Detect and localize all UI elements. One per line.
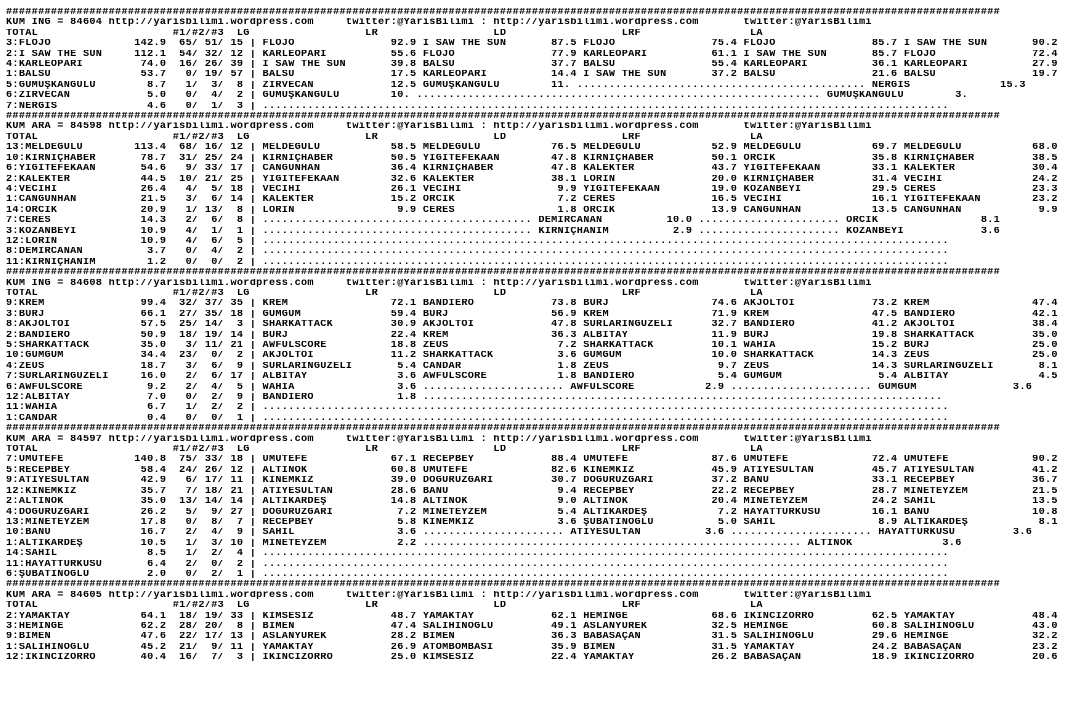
- race-header-line: KUM ING = 84604 http://yarisbilimi.wordpress.com twitter:@YarisBilimi : http://yarisbilimi.wordpress.com twitter:@YarisBilimi: [6, 18, 872, 29]
- horse-row-line: 9:KREM 99.4 32/ 37/ 35 | KREM 72.1 BANDIERO 73.8 BURJ 74.6 AKJOLTOI 73.2 KREM 47.4: [6, 299, 1058, 310]
- race-header-line: KUM ARA = 84605 http://yarisbilimi.wordpress.com twitter:@YarisBilimi : http://yarisbilimi.wordpress.com twitter:@YarisBilimi: [6, 590, 872, 601]
- horse-row-line: 2:YAMAKTAY 64.1 18/ 19/ 33 | KİMSESİZ 48.7 YAMAKTAY 62.1 HEMİNGE 68.6 İKİNCİZORRO 62.5 YAMAKTAY 48.4: [6, 611, 1058, 622]
- horse-row-line: 12:LORİN 10.9 4/ 6/ 5 | ...........................................................................................................: [6, 236, 949, 247]
- horse-row-line: 3:HEMİNGE 62.2 28/ 20/ 8 | BİMEN 47.4 SALİHİNOĞLU 49.1 ASLANYÜREK 32.5 HEMİNGE 60.8 SALİHİNOĞLU 43.0: [6, 621, 1058, 632]
- horse-row-line: 1:ALTIKARDEŞ 10.5 1/ 3/ 10 | MİNETEYZEM 2.2 ........................................................... ALTINOK 3.6: [6, 538, 962, 549]
- horse-row-line: 10:KIRNIÇHABER 78.7 31/ 25/ 24 | KIRNIÇHABER 50.5 YİĞİTEFEKAAN 47.8 KIRNIÇHABER 50.1 ORCİK 35.8 KIRNIÇHABER 38.5: [6, 153, 1058, 164]
- horse-row-line: 6:ŞUBATINOĞLU 2.0 0/ 2/ 1 | ...........................................................................................................: [6, 569, 949, 580]
- horse-row-line: 7:SURLARINGÜZELİ 16.0 2/ 6/ 17 | ALBITAY 3.6 AWFULSCORE 1.8 BANDIERO 5.4 GÜMGÜM 5.4 ALBITAY 4.5: [6, 372, 1058, 383]
- horse-row-line: 1:CANGÜNHAN 21.5 3/ 6/ 14 | KALEKTER 15.2 ORCİK 7.2 CERES 16.5 VECİHİ 16.1 YİĞİTEFEKAAN 23.2: [6, 195, 1058, 206]
- horse-row-line: 7:UMUTEFE 140.8 75/ 33/ 18 | UMUTEFE 67.1 RECEPBEY 88.4 UMUTEFE 87.6 UMUTEFE 72.4 UMUTEFE 90.2: [6, 455, 1058, 466]
- horse-row-line: 11:KIRNIÇHANIM 1.2 0/ 0/ 2 | ...........................................................................................................: [6, 257, 949, 268]
- horse-row-line: 1:CANDAR 0.4 0/ 0/ 1 | ...........................................................................................................: [6, 413, 949, 424]
- horse-row-line: 2:I SAW THE SUN 112.1 54/ 32/ 12 | KARLEOPARI 55.6 FLOJO 77.9 KARLEOPARI 61.1 I SAW THE SUN 85.7 FLOJO 72.4: [6, 49, 1058, 60]
- horse-row-line: 5:SHARKATTACK 35.0 3/ 11/ 21 | AWFULSCORE 18.8 ZEUS 7.2 SHARKATTACK 10.1 WAHIA 15.2 BURJ 25.0: [6, 341, 1058, 351]
- horse-row-line: 9:ATİYESULTAN 42.9 6/ 17/ 11 | KINEMKIZ 39.0 DOĞURÜZGARI 30.7 DOĞURÜZGARI 37.2 BANU 33.1 RECEPBEY 36.7: [6, 476, 1058, 487]
- horse-row-line: 12:İKİNCİZORRO 40.4 16/ 7/ 3 | İKİNCİZORRO 25.0 KİMSESİZ 22.4 YAMAKTAY 26.2 BABASAÇAN 18.9 İKİNCİZORRO 20.6: [6, 653, 1058, 664]
- race-header-line: KUM ARA = 84597 http://yarisbilimi.wordpress.com twitter:@YarisBilimi : http://yarisbilimi.wordpress.com twitter:@YarisBilimi: [6, 434, 872, 445]
- horse-row-line: 4:VECİHİ 26.4 4/ 5/ 18 | VECİHİ 26.1 VECİHİ 9.9 YİĞİTEFEKAAN 19.0 KOZANBEYİ 29.5 CERES 23.3: [6, 184, 1058, 195]
- separator-line: ###########################################################################################################################################################: [6, 424, 1001, 435]
- horse-row-line: 8:AKJOLTOI 57.5 25/ 14/ 3 | SHARKATTACK 30.9 AKJOLTOI 47.8 SURLARINGÜZELİ 32.7 BANDIERO 41.2 AKJOLTOI 38.4: [6, 320, 1058, 331]
- race-header-line: KUM ARA = 84598 http://yarisbilimi.wordpress.com twitter:@YarisBilimi : http://yarisbilimi.wordpress.com twitter:@YarisBilimi: [6, 122, 872, 133]
- horse-row-line: 5:GÜMÜŞKANGÜLÜ 8.7 1/ 3/ 8 | ZİRVECAN 12.5 GÜMÜŞKANGÜLÜ 11. ............................................. NERGİS 15.3: [6, 80, 1026, 91]
- separator-line: ###########################################################################################################################################################: [6, 580, 1001, 591]
- horse-row-line: 10:BANU 16.7 2/ 4/ 9 | SAHİL 3.6 ...................... ATİYESULTAN 3.6 ...................... HAYATTÜRKÜSÜ 3.6: [6, 528, 1033, 539]
- horse-row-line: 14:SAHİL 8.5 1/ 2/ 4 | ...........................................................................................................: [6, 549, 949, 560]
- horse-row-line: 5:RECEPBEY 58.4 24/ 26/ 12 | ALTINOK 60.8 UMUTEFE 82.6 KINEMKIZ 45.9 ATİYESULTAN 45.7 ATİYESULTAN 41.2: [6, 465, 1058, 476]
- horse-row-line: 11:WAHIA 6.7 1/ 2/ 2 | ...........................................................................................................: [6, 403, 949, 414]
- horse-row-line: 14:ORCİK 20.9 1/ 13/ 8 | LORİN 9.9 CERES 1.8 ORCİK 13.9 CANGÜNHAN 13.5 CANGÜNHAN 9.9: [6, 205, 1058, 216]
- horse-row-line: 6:YİĞİTEFEKAAN 54.6 9/ 33/ 17 | CANGÜNHAN 36.4 KIRNIÇHABER 47.8 KALEKTER 43.7 YİĞİTEFEKAAN 33.1 KALEKTER 30.4: [6, 164, 1058, 175]
- horse-row-line: 6:AWFULSCORE 9.2 2/ 4/ 5 | WAHIA 3.6 ...................... AWFULSCORE 2.9 ...................... GÜMGÜM 3.6: [6, 382, 1033, 393]
- horse-row-line: 2:KALEKTER 44.5 10/ 21/ 25 | YİĞİTEFEKAAN 32.6 KALEKTER 38.1 LORİN 20.0 KIRNIÇHABER 31.4 VECİHİ 24.2: [6, 174, 1058, 185]
- horse-row-line: 13:MELDEGÜLÜ 113.4 68/ 16/ 12 | MELDEGÜLÜ 58.5 MELDEGÜLÜ 76.5 MELDEGÜLÜ 52.9 MELDEGÜLÜ 69.7 MELDEGÜLÜ 68.0: [6, 143, 1058, 154]
- horse-row-line: 12:ALBITAY 7.0 0/ 2/ 9 | BANDIERO 1.8 .................................................................................: [6, 393, 943, 404]
- race-stats-document: [6, 8, 1072, 708]
- horse-row-line: 1:BALSU 53.7 0/ 19/ 57 | BALSU 17.5 KARLEOPARI 14.4 I SAW THE SUN 37.2 BALSU 21.6 BALSU 19.7: [6, 70, 1058, 81]
- horse-row-line: 2:ALTINOK 35.0 13/ 14/ 14 | ALTIKARDEŞ 14.8 ALTINOK 9.0 ALTINOK 20.4 MİNETEYZEM 24.2 SAHİL 13.5: [6, 497, 1058, 508]
- column-header-line: TOTAL #1/#2/#3 LG LR LD LRF LA: [6, 445, 763, 456]
- column-header-line: TOTAL #1/#2/#3 LG LR LD LRF LA: [6, 601, 763, 612]
- column-header-line: TOTAL #1/#2/#3 LG LR LD LRF LA: [6, 132, 763, 143]
- horse-row-line: 7:CERES 14.3 2/ 6/ 8 | .......................................... DEMİRCANAN 10.0 ...................... ORCİK 8.1: [6, 216, 1001, 227]
- horse-row-line: 4:DOĞURÜZGARI 26.2 5/ 9/ 27 | DOĞURÜZGARI 7.2 MİNETEYZEM 5.4 ALTIKARDEŞ 7.2 HAYATTÜRKÜSÜ 16.1 BANU 10.8: [6, 507, 1058, 518]
- column-header-line: TOTAL #1/#2/#3 LG LR LD LRF LA: [6, 288, 763, 299]
- horse-row-line: 2:BANDIERO 50.9 18/ 19/ 14 | BURJ 22.4 KREM 36.3 ALBITAY 11.9 BURJ 19.8 SHARKATTACK 35.0: [6, 330, 1058, 341]
- horse-row-line: 7:NERGİS 4.6 0/ 1/ 3 | ...........................................................................................................: [6, 101, 949, 112]
- horse-row-line: 3:KOZANBEYİ 10.9 4/ 1/ 1 | .......................................... KIRNIÇHANIM 2.9 ...................... KOZANBEYİ 3.6: [6, 226, 1001, 237]
- separator-line: ###########################################################################################################################################################: [6, 268, 1001, 279]
- race-header-line: KUM ING = 84608 http://yarisbilimi.wordpress.com twitter:@YarisBilimi : http://yarisbilimi.wordpress.com twitter:@YarisBilimi: [6, 278, 872, 289]
- horse-row-line: 6:ZİRVECAN 5.0 0/ 4/ 2 | GÜMÜŞKANGÜLÜ 10. ............................................................... GÜMÜŞKANGÜLÜ 3.: [6, 91, 969, 102]
- horse-row-line: 10:GÜMGÜM 34.4 23/ 0/ 2 | AKJOLTOI 11.2 SHARKATTACK 3.6 GÜMGÜM 10.0 SHARKATTACK 14.3 ZEUS 25.0: [6, 351, 1058, 362]
- separator-line: ###########################################################################################################################################################: [6, 8, 1001, 18]
- separator-line: ###########################################################################################################################################################: [6, 112, 1001, 123]
- horse-row-line: 8:DEMİRCANAN 3.7 0/ 4/ 2 | ...........................................................................................................: [6, 247, 949, 258]
- horse-row-line: 4:ZEUS 18.7 3/ 6/ 9 | SURLARINGÜZELİ 5.4 CANDAR 1.8 ZEUS 9.7 ZEUS 14.3 SURLARINGÜZELİ 8.1: [6, 361, 1058, 372]
- horse-row-line: 3:BURJ 66.1 27/ 35/ 18 | GÜMGÜM 59.4 BURJ 56.9 KREM 71.9 KREM 47.5 BANDIERO 42.1: [6, 309, 1058, 320]
- column-header-line: TOTAL #1/#2/#3 LG LR LD LRF LA: [6, 28, 763, 39]
- horse-row-line: 9:BİMEN 47.6 22/ 17/ 13 | ASLANYÜREK 28.2 BİMEN 36.3 BABASAÇAN 31.5 SALİHİNOĞLU 29.6 HEMİNGE 32.2: [6, 632, 1058, 643]
- horse-row-line: 12:KINEMKIZ 35.7 7/ 18/ 21 | ATİYESULTAN 28.6 BANU 9.4 RECEPBEY 22.2 RECEPBEY 28.7 MİNETEYZEM 21.5: [6, 486, 1058, 497]
- horse-row-line: 4:KARLEOPARI 74.0 16/ 26/ 39 | I SAW THE SUN 39.8 BALSU 37.7 BALSU 55.4 KARLEOPARI 36.1 KARLEOPARI 27.9: [6, 60, 1058, 71]
- horse-row-line: 1:SALİHİNOĞLU 45.2 21/ 9/ 11 | YAMAKTAY 26.9 ATOMBOMBASI 35.9 BİMEN 31.5 YAMAKTAY 24.2 BABASAÇAN 23.2: [6, 642, 1058, 653]
- horse-row-line: 11:HAYATTÜRKÜSÜ 6.4 2/ 0/ 2 | ...........................................................................................................: [6, 559, 949, 570]
- horse-row-line: 3:FLOJO 142.9 65/ 51/ 15 | FLOJO 92.9 I SAW THE SUN 87.5 FLOJO 75.4 FLOJO 85.7 I SAW THE SUN 90.2: [6, 39, 1058, 50]
- horse-row-line: 13:MİNETEYZEM 17.8 0/ 8/ 7 | RECEPBEY 5.8 KINEMKIZ 3.6 ŞUBATINOĞLU 5.0 SAHİL 8.9 ALTIKARDEŞ 8.1: [6, 517, 1058, 528]
